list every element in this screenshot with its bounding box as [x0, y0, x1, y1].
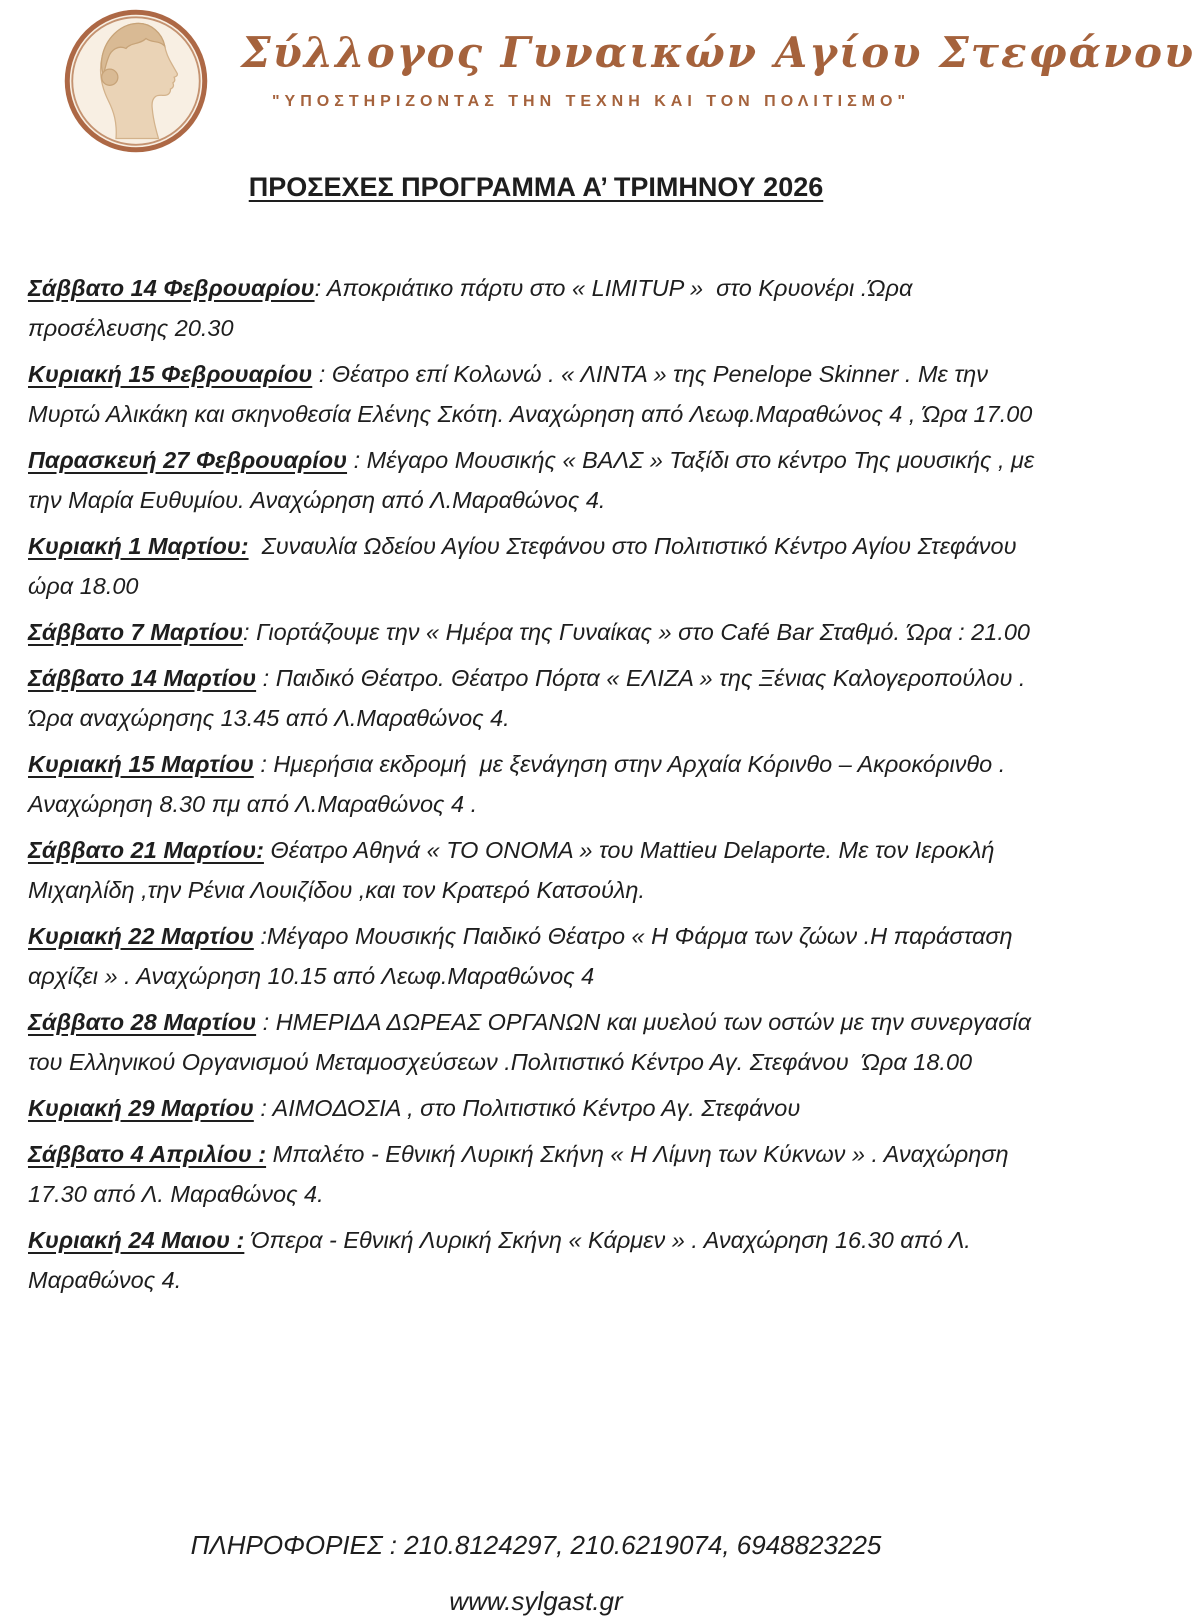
entry-separator: :	[253, 923, 267, 949]
page-title: ΠΡΟΣΕΧΕΣ ΠΡΟΓΡΑΜΜΑ Α’ ΤΡΙΜΗΝΟΥ 2026	[248, 172, 824, 202]
contact-info: ΠΛΗΡΟΦΟΡΙΕΣ : 210.8124297, 210.6219074, 6948823225	[190, 1530, 882, 1560]
entry-description: Μέγαρο Μουσικής « ΒΑΛΣ » Ταξίδι στο κέντρο Της μουσικής , με την Μαρία Ευθυμίου. Αναχώρηση από Λ.Μαραθώνος 4.	[28, 447, 1041, 513]
title-wrap	[28, 172, 1044, 203]
program-entry	[28, 354, 1044, 434]
program-entry	[28, 612, 1044, 652]
entry-date: Κυριακή 15 Φεβρουαρίου	[28, 361, 313, 387]
program-entry	[28, 658, 1044, 738]
entry-date: Παρασκευή 27 Φεβρουαρίου	[28, 447, 348, 473]
website-link[interactable]: www.sylgast.gr	[449, 1586, 623, 1616]
entry-date: Κυριακή 1 Μαρτίου:	[28, 533, 249, 559]
entry-description: Όπερα - Εθνική Λυρική Σκήνη « Κάρμεν » . Αναχώρηση 16.30 από Λ. Μαραθώνος 4.	[28, 1227, 978, 1293]
entry-date: Κυριακή 15 Μαρτίου	[28, 751, 254, 777]
program-entry	[28, 526, 1044, 606]
entry-description: Ημερήσια εκδρομή με ξενάγηση στην Αρχαία Κόρινθο – Ακροκόρινθο . Αναχώρηση 8.30 πμ από Λ.Μαραθώνος 4 .	[28, 751, 1011, 817]
entry-date: Κυριακή 22 Μαρτίου	[28, 923, 254, 949]
entry-separator: :	[314, 275, 327, 301]
entry-separator: :	[347, 447, 367, 473]
entry-separator: :	[256, 665, 276, 691]
entry-date: Σάββατο 21 Μαρτίου:	[28, 837, 264, 863]
entry-separator: :	[253, 1095, 273, 1121]
entry-description: Συναυλία Ωδείου Αγίου Στεφάνου στο Πολιτιστικό Κέντρο Αγίου Στεφάνου ώρα 18.00	[28, 533, 1024, 599]
entry-description: Θέατρο Αθηνά « ΤΟ ΟΝΟΜΑ » του Mattieu Delaporte. Με τον Ιεροκλή Μιχαηλίδη ,την Ρένια Λουιζίδου ,και τον Κρατερό Κατσούλη.	[28, 837, 1002, 903]
header	[57, 6, 1195, 156]
program-list	[28, 268, 1044, 1306]
program-entry	[28, 440, 1044, 520]
entry-description: Μέγαρο Μουσικής Παιδικό Θέατρο « Η Φάρμα των ζώων .Η παράσταση αρχίζει » . Αναχώρηση 10.15 από Λεωφ.Μαραθώνος 4	[28, 923, 1020, 989]
entry-description: Μπαλέτο - Εθνική Λυρική Σκήνη « Η Λίμνη των Κύκνων » . Αναχώρηση 17.30 από Λ. Μαραθώνος 4.	[28, 1141, 1016, 1207]
female-profile-cameo-logo	[57, 6, 215, 156]
entry-date: Σάββατο 7 Μαρτίου	[28, 619, 244, 645]
entry-separator: :	[243, 619, 257, 645]
entry-separator	[249, 533, 262, 559]
entry-description: Γιορτάζουμε την « Ημέρα της Γυναίκας » στο Café Bar Σταθμό. Ώρα : 21.00	[256, 619, 1030, 645]
entry-date: Σάββατο 14 Μαρτίου	[28, 665, 257, 691]
entry-description: Αποκριάτικο πάρτυ στο « LIMITUP » στο Κρυονέρι .Ώρα προσέλευσης 20.30	[28, 275, 919, 341]
entry-date: Σάββατο 14 Φεβρουαρίου	[28, 275, 315, 301]
program-entry	[28, 1088, 1044, 1128]
program-entry	[28, 916, 1044, 996]
entry-separator: :	[256, 1009, 276, 1035]
entry-date: Σάββατο 28 Μαρτίου	[28, 1009, 257, 1035]
program-entry	[28, 830, 1044, 910]
header-text	[241, 6, 1195, 111]
hair-bun	[102, 69, 118, 85]
program-entry	[28, 1134, 1044, 1214]
entry-separator: :	[253, 751, 274, 777]
program-entry	[28, 744, 1044, 824]
entry-date: Κυριακή 29 Μαρτίου	[28, 1095, 254, 1121]
entry-description: Θέατρο επί Κολωνώ . « ΛΙΝΤΑ » της Penelope Skinner . Με την Μυρτώ Αλικάκη και σκηνοθεσία Ελένης Σκότη. Αναχώρηση από Λεωφ.Μαραθώνος 4 , Ώρα 17.00	[28, 361, 1033, 427]
entry-description: Παιδικό Θέατρο. Θέατρο Πόρτα « ΕΛΙΖΑ » της Ξένιας Καλογεροπούλου . Ώρα αναχώρησης 13.45 από Λ.Μαραθώνος 4.	[28, 665, 1032, 731]
org-tagline: "ΥΠΟΣΤΗΡΙΖΟΝΤΑΣ ΤΗΝ ΤΕΧΝΗ ΚΑΙ ΤΟΝ ΠΟΛΙΤΙΣΜΟ"	[271, 93, 911, 110]
entry-separator: :	[312, 361, 332, 387]
entry-date: Σάββατο 4 Απριλίου :	[28, 1141, 267, 1167]
program-entry	[28, 268, 1044, 348]
entry-description: ΗΜΕΡΙΔΑ ΔΩΡΕΑΣ ΟΡΓΑΝΩΝ και μυελού των οστών με την συνεργασία του Ελληνικού Οργανισμού Μεταμοσχεύσεων .Πολιτιστικό Κέντρο Αγ. Στεφάνου Ώρα 18.00	[28, 1009, 1038, 1075]
entry-date: Κυριακή 24 Μαιου :	[28, 1227, 245, 1253]
program-entry	[28, 1220, 1044, 1300]
entry-description: ΑΙΜΟΔΟΣΙΑ , στο Πολιτιστικό Κέντρο Αγ. Στεφάνου	[272, 1095, 801, 1121]
org-name: Σύλλογος Γυναικών Αγίου Στεφάνου	[241, 28, 1195, 77]
program-entry	[28, 1002, 1044, 1082]
